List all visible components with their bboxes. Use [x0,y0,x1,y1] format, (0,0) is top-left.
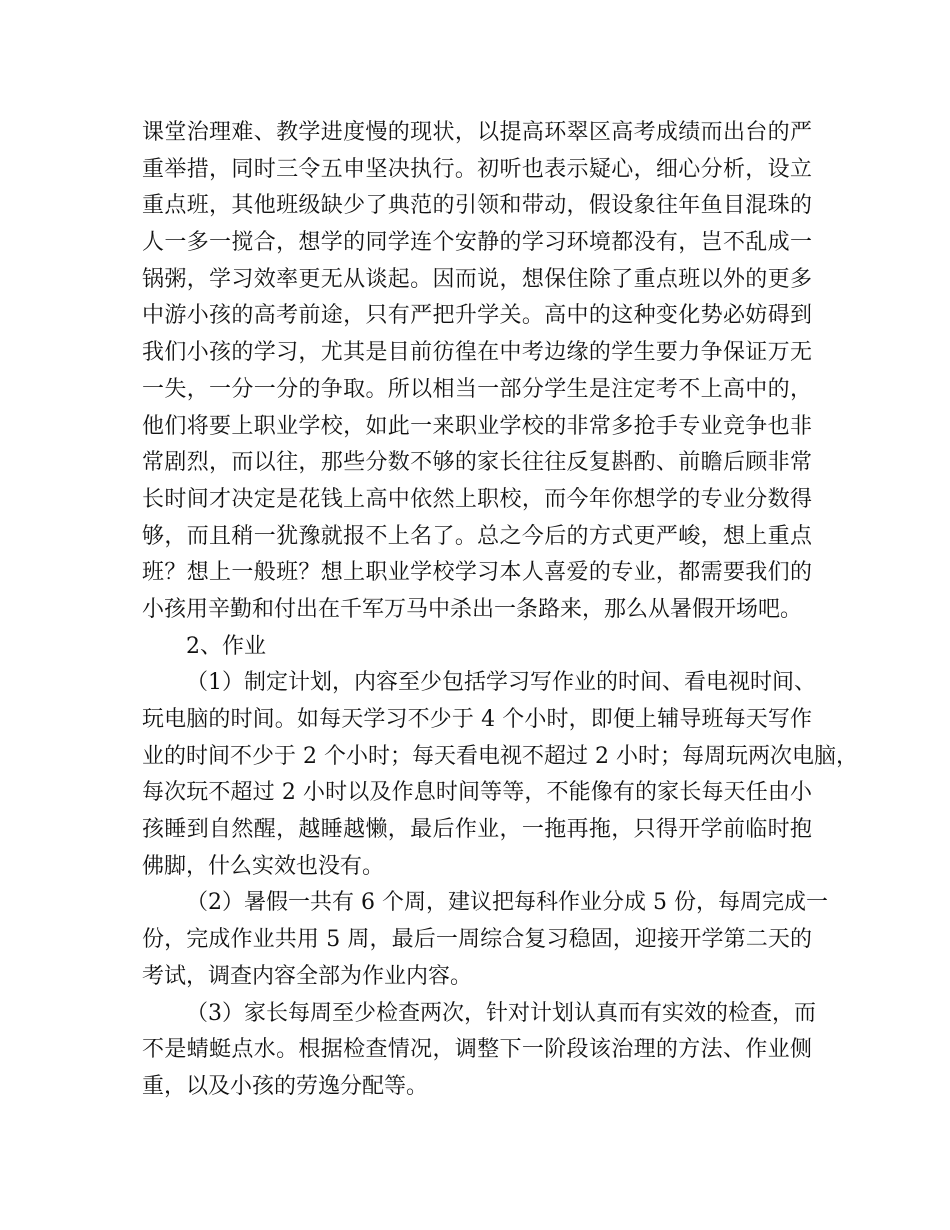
text-line: 人一多一搅合，想学的同学连个安静的学习环境都没有，岂不乱成一 [142,230,812,256]
text-line: （3）家长每周至少检查两次，针对计划认真而有实效的检查，而 [186,1000,816,1026]
text-line: 他们将要上职业学校，如此一来职业学校的非常多抢手专业竞争也非 [142,413,812,439]
text-line: 重点班，其他班级缺少了典范的引领和带动，假设象往年鱼目混珠的 [142,193,812,219]
text-line: 班？想上一般班？想上职业学校学习本人喜爱的专业，都需要我们的 [142,560,812,586]
text-line: 重，以及小孩的劳逸分配等。 [142,1073,429,1099]
text-line: 不是蜻蜓点水。根据检查情况，调整下一阶段该治理的方法、作业侧 [142,1037,812,1063]
text-line: （1）制定计划，内容至少包括学习写作业的时间、看电视时间、 [186,670,816,696]
text-line: 长时间才决定是花钱上高中依然上职校，而今年你想学的专业分数得 [142,486,812,512]
text-line: 够，而且稍一犹豫就报不上名了。总之今后的方式更严峻，想上重点 [142,523,812,549]
text-line: 佛脚，什么实效也没有。 [142,853,385,879]
text-line: （2）暑假一共有 6 个周，建议把每科作业分成 5 份，每周完成一 [186,890,828,916]
text-line: 一失，一分一分的争取。所以相当一部分学生是注定考不上高中的， [142,376,812,402]
text-line: 中游小孩的高考前途，只有严把升学关。高中的这种变化势必妨碍到 [142,303,812,329]
text-line: 孩睡到自然醒，越睡越懒，最后作业，一拖再拖，只得开学前临时抱 [142,817,812,843]
text-line: 业的时间不少于 2 个小时；每天看电视不超过 2 小时；每周玩两次电脑， [142,743,858,769]
text-line: 课堂治理难、教学进度慢的现状，以提高环翠区高考成绩而出台的严 [142,120,812,145]
text-line: 锅粥，学习效率更无从谈起。因而说，想保住除了重点班以外的更多 [142,266,812,292]
text-line: 我们小孩的学习，尤其是目前彷徨在中考边缘的学生要力争保证万无 [142,340,812,366]
section-heading: 2、作业 [186,633,266,659]
text-line: 重举措，同时三令五申坚决执行。初听也表示疑心，细心分析，设立 [142,156,812,182]
document-body [142,115,858,1106]
text-line: 考试，调查内容全部为作业内容。 [142,963,473,989]
text-line: 玩电脑的时间。如每天学习不少于 4 个小时，即便上辅导班每天写作 [142,707,812,732]
text-line: 小孩用辛勤和付出在千军万马中杀出一条路来，那么从暑假开场吧。 [142,596,803,622]
text-line: 常剧烈，而以往，那些分数不够的家长往往反复斟酌、前瞻后顾非常 [142,450,812,476]
text-line: 份，完成作业共用 5 周，最后一周综合复习稳固，迎接开学第二天的 [142,927,812,953]
text-line: 每次玩不超过 2 小时以及作息时间等等，不能像有的家长每天任由小 [142,780,812,806]
